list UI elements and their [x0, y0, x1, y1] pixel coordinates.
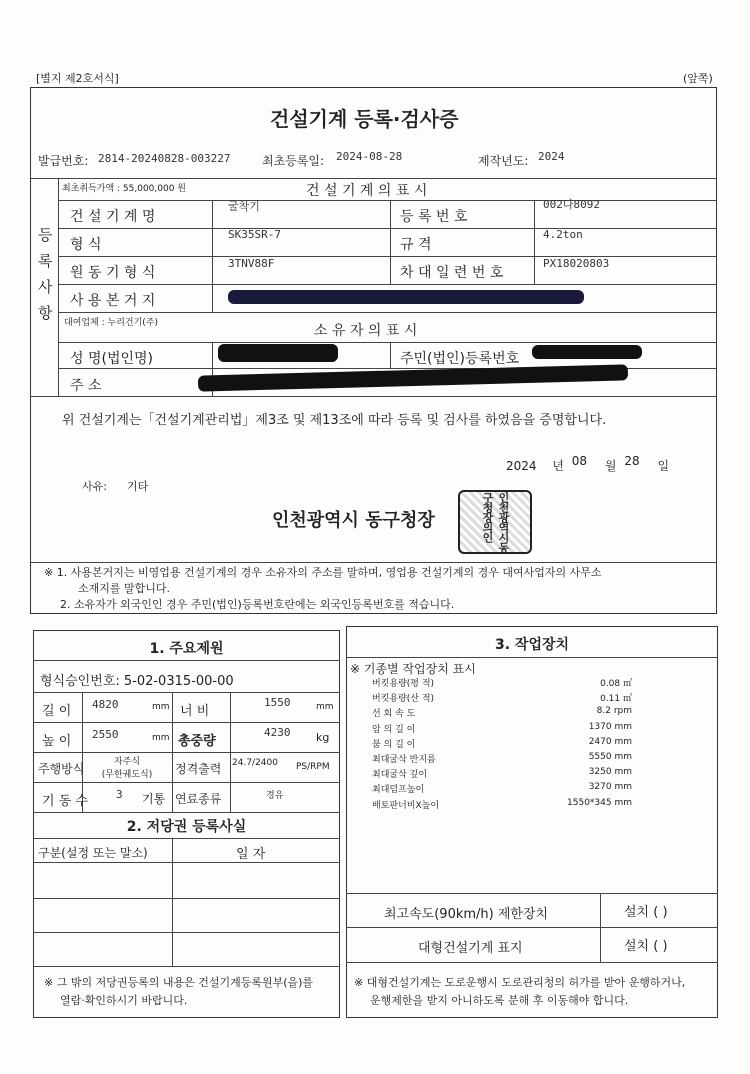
weight-value: 4230: [264, 726, 291, 739]
lessor-company: 대여업체 : 누리건기(주): [64, 318, 159, 328]
first-registration-label: 최초등록일:: [262, 154, 325, 168]
height-label: 높 이: [42, 734, 72, 749]
list-item: 버킷용량(평 적) 0.08 ㎥: [372, 679, 632, 689]
work-equipment-list: [372, 676, 632, 813]
reason: 사유: 기타: [82, 480, 149, 493]
speed-limiter-label: 최고속도(90km/h) 제한장치: [384, 907, 549, 922]
owner-name-label: 성 명(법인명): [70, 351, 153, 367]
owner-section-header: 소 유 자 의 표 시: [314, 323, 418, 339]
mortgage-note: ※ 그 밖의 저당권등록의 내용은 건설기계등록원부(을)를: [44, 976, 314, 989]
redacted-owner-name: [218, 344, 338, 362]
mortgage-col-date: 일 자: [236, 847, 266, 862]
width-label: 너 비: [180, 704, 210, 719]
spec-label: 규 격: [400, 237, 432, 253]
type-approval-number: 형식승인번호: 5-02-0315-00-00: [40, 674, 234, 689]
fuel-label: 연료종류: [175, 792, 222, 806]
redacted-owner-regno: [532, 345, 642, 359]
issue-number: 2814-20240828-003227: [98, 152, 231, 165]
drive-type: 자주식 (무한궤도식): [101, 757, 153, 780]
acquisition-price: 최초취득가액 : 55,000,000 원: [62, 184, 187, 194]
base-location-label: 사 용 본 거 지: [70, 293, 156, 309]
length-label: 길 이: [42, 704, 72, 719]
note-1: ※ 1. 사용본거지는 비영업용 건설기계의 경우 소유자의 주소를 말하며, 영업용 건설기계의 경우 대여사업자의 사무소: [44, 566, 602, 579]
machine-name: 굴착기: [228, 200, 260, 213]
list-item: 버킷용량(산 적) 0.11 ㎥: [372, 694, 632, 705]
fuel-type: 경유: [266, 791, 284, 801]
official-seal: 인천광역시동구청장의인: [458, 490, 532, 554]
rated-output-label: 정격출력: [175, 762, 222, 776]
manufacture-year-label: 제작년도:: [478, 154, 529, 168]
list-item: 선 회 속 도 8.2 rpm: [372, 706, 632, 720]
registration-number-label: 등 록 번 호: [400, 209, 468, 225]
note-2: 2. 소유자가 외국인인 경우 주민(법인)등록번호란에는 외국인등록번호를 적습니다.: [60, 598, 455, 611]
issue-date: 2024 년 08 월 28 일: [506, 454, 670, 473]
engine-model: 3TNV88F: [228, 257, 275, 270]
machine-section-header: 건 설 기 계 의 표 시: [306, 183, 428, 199]
model-label: 형 식: [70, 237, 102, 253]
spec-value: 4.2ton: [543, 228, 583, 241]
form-number: [별지 제2호서식]: [36, 72, 119, 85]
drive-type-label: 주행방식: [38, 762, 85, 776]
length-value: 4820: [92, 698, 119, 711]
page-side: (앞쪽): [683, 72, 713, 85]
work-equipment-title: 3. 작업장치: [494, 637, 570, 653]
issue-number-label: 발급번호:: [38, 154, 89, 168]
certificate-title: 건설기계 등록·검사증: [270, 107, 459, 131]
mortgage-col-type: 구분(설정 또는 말소): [38, 846, 148, 860]
cylinders-label: 기 동 수: [42, 794, 88, 809]
engine-model-label: 원 동 기 형 식: [70, 265, 156, 281]
rated-output: 24.7/2400: [232, 758, 278, 768]
list-item: 암 의 길 이 1370 mm: [372, 721, 632, 735]
side-label-registration: 등 록 사 항: [38, 226, 53, 322]
owner-regno-label: 주민(법인)등록번호: [400, 351, 520, 367]
large-machine-sign-label: 대형건설기계 표지: [418, 941, 523, 956]
note-1-cont: 소재지를 말합니다.: [78, 582, 171, 595]
machine-name-label: 건 설 기 계 명: [70, 209, 156, 225]
width-value: 1550: [264, 696, 291, 709]
redacted-base-location: [228, 290, 584, 304]
large-machine-note: ※ 대형건설기계는 도로운행시 도로관리청의 허가를 받아 운행하거나,: [354, 976, 686, 989]
list-item: 최대굴삭 깊이 3250 mm: [372, 767, 632, 781]
large-machine-sign-value: 설치 ( ): [624, 939, 668, 954]
height-value: 2550: [92, 728, 119, 741]
cylinders-value: 3: [116, 788, 123, 801]
registration-number: 002다8092: [543, 198, 600, 211]
certification-statement: 위 건설기계는「건설기계관리법」제3조 및 제13조에 따라 등록 및 검사를 하였음을 증명합니다.: [62, 413, 607, 428]
chassis-number-label: 차 대 일 련 번 호: [400, 265, 504, 281]
speed-limiter-value: 설치 ( ): [624, 905, 668, 920]
height-unit: mm: [152, 733, 170, 743]
width-unit: mm: [316, 702, 334, 712]
work-equipment-subtitle: ※ 기종별 작업장치 표시: [350, 662, 476, 676]
rated-output-unit: PS/RPM: [296, 762, 330, 772]
weight-unit: kg: [316, 731, 330, 744]
weight-label: 총중량: [178, 734, 216, 749]
owner-address-label: 주 소: [70, 378, 102, 394]
model-value: SK35SR-7: [228, 228, 281, 241]
large-machine-note-cont: 운행제한을 받지 아니하도록 분해 후 이동해야 합니다.: [370, 994, 629, 1007]
mortgage-title: 2. 저당권 등록사실: [126, 819, 247, 835]
specs-title: 1. 주요제원: [149, 641, 224, 657]
list-item: 배토판너비X높이 1550*345 mm: [372, 797, 632, 811]
list-item: 최대덤프높이 3270 mm: [372, 782, 632, 796]
list-item: 붐 의 길 이 2470 mm: [372, 736, 632, 750]
issuing-authority: 인천광역시 동구청장: [272, 510, 435, 531]
cylinders-unit: 기통: [142, 792, 166, 806]
mortgage-note-cont: 열람·확인하시기 바랍니다.: [60, 994, 188, 1007]
list-item: 최대굴삭 반지름 5550 mm: [372, 751, 632, 765]
length-unit: mm: [152, 702, 170, 712]
manufacture-year: 2024: [538, 150, 565, 163]
first-registration-date: 2024-08-28: [336, 150, 403, 163]
chassis-number: PX18020803: [543, 257, 610, 270]
